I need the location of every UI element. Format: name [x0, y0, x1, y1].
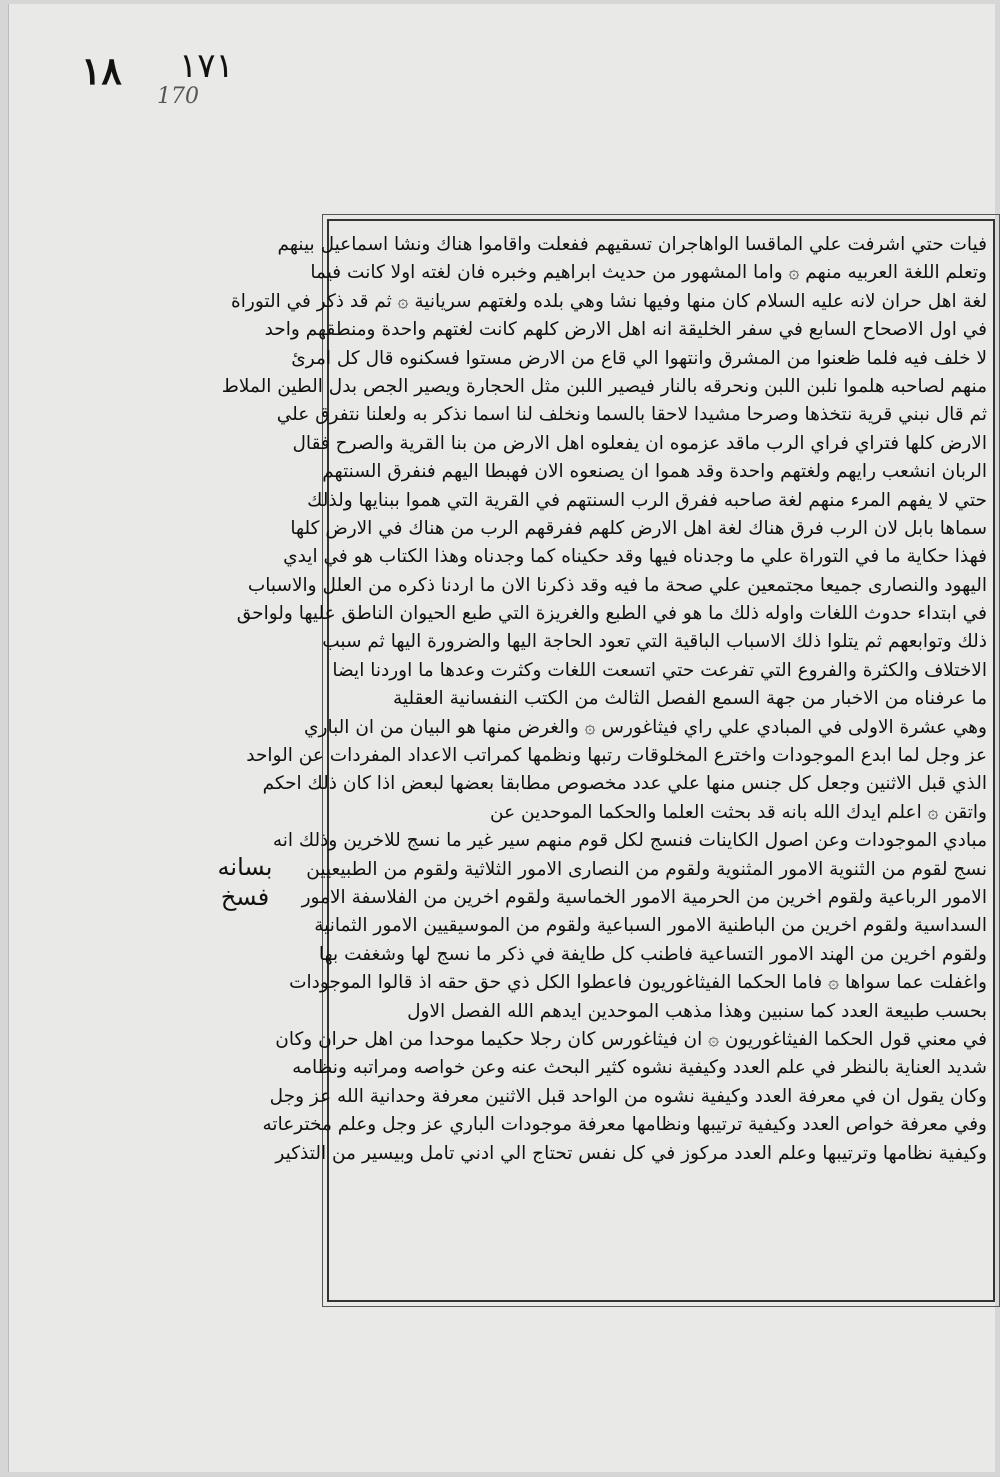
text-line: وكان يقول ان في معرفة العدد وكيفية نشوه من الواحد قبل الاثنين معرفة وحدانية الله عز وجل: [269, 1085, 987, 1107]
text-line: ولقوم اخرين من الهند الامور التساعية فاطنب كل طايفة في ذكر ما نسج لها وشغفت بها: [318, 943, 987, 965]
text-line: لا خلف فيه فلما ظعنوا من المشرق وانتهوا الي قاع من الارض مستوا فسكنوه قال كل امرئ: [291, 347, 987, 369]
text-line: الذي قبل الاثنين وجعل كل جنس منها علي عدد مخصوص مطابقا بعضها لبعض اذا كان ذلك احكم: [262, 773, 987, 795]
text-line: وهي عشرة الاولى في المبادي علي راي فيثاغورس ۞ والغرض منها هو البيان من ان الباري: [304, 716, 987, 738]
folio-number: ١٧١: [179, 46, 234, 86]
text-line: اليهود والنصارى جميعا مجتمعين علي صحة ما فيه وقد ذكرنا الان ما اردنا ذكره من العلل والاسباب: [247, 574, 987, 596]
folio-alt-number: ١٨: [81, 48, 122, 93]
folio-pencil-number: 170: [157, 84, 199, 109]
text-line: عز وجل لما ابدع الموجودات واخترع المخلوقات رتبها ونظمها كمراتب الاعداد المفردات عن الواحد: [246, 745, 987, 767]
text-line: وكيفية نظامها وترتيبها وعلم العدد مركوز في كل نفس تحتاج الي ادني تامل وبيسير من التذكير: [275, 1142, 987, 1164]
text-line: واتقن ۞ اعلم ايدك الله بانه قد بحثت العلما والحكما الموحدين عن: [489, 801, 987, 823]
text-line: السداسية ولقوم اخرين من الباطنية الامور السباعية ولقوم من الموسيقيين الامور الثمانية: [314, 915, 987, 937]
text-line: مبادي الموجودات وعن اصول الكاينات فنسج لكل قوم منهم سير غير ما نسج للاخرين وذلك انه: [272, 830, 987, 852]
text-line: شديد العناية بالنظر في علم العدد وكيفية نشوه كثير البحث عنه وعن خواصه ومراتبه ونظامه: [292, 1057, 987, 1079]
text-line: في ابتداء حدوث اللغات واوله ذلك ما هو في الطبع والغريزة التي طبع الحيوان الناطق عليها ولواحق: [236, 603, 987, 625]
text-line: حتي لا يفهم المرء منهم لغة صاحبه ففرق الرب السنتهم في القرية التي هموا ببنايها ولذلك: [307, 489, 987, 511]
margin-note-line: بسانه: [217, 853, 273, 881]
text-line: بحسب طبيعة العدد كما سنبين وهذا مذهب الموحدين ايدهم الله الفصل الاول: [407, 1000, 987, 1022]
text-line: الربان انشعب رايهم ولغتهم واحدة وقد هموا ان يصنعوه الان فهبطا اليهم فنفرق السنتهم: [322, 461, 987, 483]
text-line: سماها بابل لان الرب فرق هناك لغة اهل الارض كلهم ففرقهم الرب من هناك في الارض كلها: [290, 517, 987, 539]
text-line: ذلك وتوابعهم ثم يتلوا ذلك الاسباب الباقية التي تعود الحاجة اليها والضرورة اليها ثم سبب: [322, 631, 987, 653]
text-line: وتعلم اللغة العربيه منهم ۞ واما المشهور من حديث ابراهيم وخبره فان لغته اولا كانت فيما: [310, 262, 987, 284]
text-line: فيات حتي اشرفت علي الماقسا الواهاجران تسقيهم ففعلت واقاموا هناك ونشا اسماعيل بينهم: [277, 234, 987, 255]
text-line: في معني قول الحكما الفيثاغوريون ۞ ان فيثاغورس كان رجلا حكيما موحدا من اهل حران وكان: [275, 1028, 987, 1050]
text-line: في اول الاصحاح السابع في سفر الخليقة انه اهل الارض كلهم كانت لغتهم واحدة ومنطقهم واحد: [264, 319, 987, 341]
text-line: واغفلت عما سواها ۞ فاما الحكما الفيثاغوريون فاعطوا الكل ذي حق حقه اذ قالوا الموجودات: [289, 972, 987, 994]
text-line: ثم قال نبني قرية نتخذها وصرحا مشيدا لاحقا بالسما ونخلف لنا اسما نذكر به ولعلنا نتفرق علي: [276, 404, 987, 426]
margin-note-line: فسخ: [220, 883, 270, 911]
text-line: الارض كلها فتراي فراي الرب ماقد عزموه ان يفعلوه اهل الارض من بنا القرية والصرح فقال: [292, 432, 987, 454]
text-line: فهذا حكاية ما في التوراة علي ما وجدناه فيها وقد حكيناه كما وجدناه وهذا الكتاب هو في ايدي: [283, 546, 987, 568]
text-line: نسج لقوم من الثنوية الامور المثنوية ولقوم من النصارى الامور الثلاثية ولقوم من الطبيعيين: [306, 858, 987, 880]
text-line: الاختلاف والكثرة والفروع التي تفرعت حتي اتسعت اللغات وكثرت وعدها ما اوردنا ايضا: [332, 659, 987, 681]
text-line: وفي معرفة خواص العدد وكيفية ترتيبها ونظامها معرفة موجودات الباري عز وجل وعلم مخترعاته: [262, 1114, 987, 1136]
text-line: منهم لصاحبه هلموا نلبن اللبن ونحرقه بالنار فيصير اللبن مثل الحجارة ويصير الجص بدل الطين الملاط: [221, 375, 987, 397]
text-line: لغة اهل حران لانه عليه السلام كان منها وفيها نشا وهي بلده ولغتهم سريانية ۞ ثم قد ذكر في التوراة: [231, 290, 987, 312]
manuscript-page: [8, 4, 995, 1472]
margin-note: [205, 852, 285, 912]
text-line: الامور الرباعية ولقوم اخرين من الحرمية الامور الخماسية ولقوم اخرين من الفلاسفة الامور: [301, 886, 987, 908]
text-line: ما عرفناه من الاخبار من جهة السمع الفصل الثالث من الكتب النفسانية العقلية: [393, 688, 987, 710]
